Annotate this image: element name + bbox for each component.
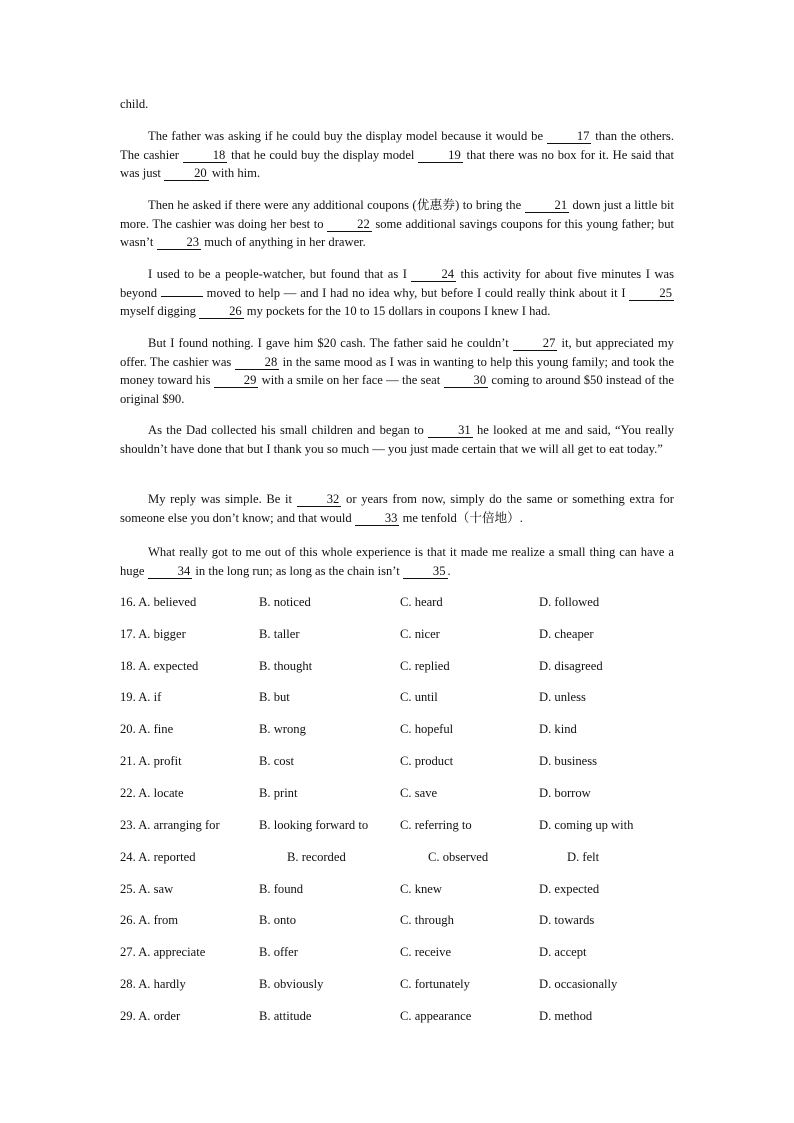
option-b: B. onto bbox=[259, 913, 297, 927]
option-d: D. business bbox=[539, 754, 598, 768]
option-a: 28. A. hardly bbox=[120, 977, 186, 991]
answer-blank bbox=[161, 296, 203, 297]
option-c: C. heard bbox=[400, 595, 443, 609]
option-b: B. but bbox=[259, 690, 290, 704]
paragraph-2 bbox=[120, 196, 674, 252]
answer-blank: 29 bbox=[214, 373, 259, 388]
option-row bbox=[120, 850, 680, 868]
option-row bbox=[120, 722, 680, 740]
answer-blank: 20 bbox=[164, 166, 209, 181]
option-b: B. taller bbox=[259, 627, 300, 641]
paragraph-7 bbox=[120, 543, 674, 580]
passage-text: But I found nothing. I gave him $20 cash. The father said he couldn’t bbox=[148, 336, 513, 350]
passage-text: or years from now, simply do the same or something extra for someone else you don’t know; and that would bbox=[120, 492, 674, 525]
answer-blank: 24 bbox=[411, 267, 456, 282]
option-a: 27. A. appreciate bbox=[120, 945, 206, 959]
option-row bbox=[120, 786, 680, 804]
option-c: C. hopeful bbox=[400, 722, 454, 736]
answer-blank: 35 bbox=[403, 564, 448, 579]
option-d: D. method bbox=[539, 1009, 593, 1023]
passage-text: coming to around $50 instead of the original $90. bbox=[120, 373, 674, 406]
answer-blank: 31 bbox=[428, 423, 473, 438]
paragraph-4 bbox=[120, 334, 674, 408]
answer-blank: 33 bbox=[355, 511, 400, 526]
answer-blank: 21 bbox=[525, 198, 570, 213]
option-b: B. thought bbox=[259, 659, 313, 673]
option-row bbox=[120, 659, 680, 677]
option-a: 20. A. fine bbox=[120, 722, 174, 736]
answer-blank: 22 bbox=[327, 217, 372, 232]
option-d: D. cheaper bbox=[539, 627, 594, 641]
option-d: D. disagreed bbox=[539, 659, 603, 673]
option-a: 19. A. if bbox=[120, 690, 162, 704]
passage-text: down just a little bit more. The cashier was doing her best to bbox=[120, 198, 674, 231]
passage-text: moved to help — and I had no idea why, but before I could really think about it I bbox=[202, 285, 630, 300]
option-row bbox=[120, 913, 680, 931]
option-d: D. followed bbox=[539, 595, 600, 609]
option-c: C. replied bbox=[400, 659, 450, 673]
option-d: D. unless bbox=[539, 690, 586, 704]
passage-text: than the others. The cashier bbox=[120, 129, 674, 162]
option-row bbox=[120, 690, 680, 708]
option-d: D. felt bbox=[567, 850, 600, 864]
option-b: B. noticed bbox=[259, 595, 311, 609]
paragraph-0 bbox=[120, 95, 674, 114]
option-b: B. wrong bbox=[259, 722, 306, 736]
passage-text: As the Dad collected his small children and began to bbox=[148, 423, 429, 437]
answer-blank: 26 bbox=[199, 304, 244, 319]
option-c: C. product bbox=[400, 754, 454, 768]
paragraph-5 bbox=[120, 421, 674, 458]
option-d: D. accept bbox=[539, 945, 587, 959]
option-c: C. fortunately bbox=[400, 977, 470, 991]
answer-blank: 28 bbox=[235, 355, 280, 370]
option-row bbox=[120, 818, 680, 836]
passage-text: it, but appreciated my offer. The cashier was bbox=[120, 336, 674, 369]
passage-text: What really got to me out of this whole experience is that it made me realize a small thing can have a huge bbox=[120, 545, 674, 578]
passage-text: that there was no box for it. He said that was just bbox=[120, 147, 674, 180]
passage-text: with him. bbox=[208, 166, 261, 180]
option-b: B. offer bbox=[259, 945, 298, 959]
option-row bbox=[120, 754, 680, 772]
option-a: 29. A. order bbox=[120, 1009, 181, 1023]
option-c: C. through bbox=[400, 913, 454, 927]
answer-blank: 34 bbox=[148, 564, 193, 579]
passage-text: The father was asking if he could buy the display model because it would be bbox=[148, 129, 547, 143]
paragraph-6 bbox=[120, 490, 674, 527]
option-row bbox=[120, 627, 680, 645]
option-c: C. knew bbox=[400, 882, 442, 896]
answer-blank: 27 bbox=[513, 336, 558, 351]
option-a: 17. A. bigger bbox=[120, 627, 186, 641]
option-c: C. receive bbox=[400, 945, 452, 959]
option-d: D. occasionally bbox=[539, 977, 618, 991]
passage-text: me tenfold（十倍地）. bbox=[399, 510, 523, 525]
option-b: B. attitude bbox=[259, 1009, 312, 1023]
option-a: 18. A. expected bbox=[120, 659, 199, 673]
option-c: C. referring to bbox=[400, 818, 472, 832]
option-row bbox=[120, 977, 680, 995]
passage-text: with a smile on her face — the seat bbox=[258, 373, 444, 387]
passage-text: he looked at me and said, “You really shouldn’t have done that but I thank you so much — you just made certain that we will all get to eat today.” bbox=[120, 423, 674, 456]
paragraph-3 bbox=[120, 265, 674, 321]
answer-blank: 19 bbox=[418, 148, 463, 163]
passage-text: Then he asked if there were any additional coupons (优惠券) to bring the bbox=[148, 198, 525, 212]
passage-text: this activity for about five minutes I was beyond bbox=[120, 267, 674, 300]
option-d: D. borrow bbox=[539, 786, 591, 800]
option-c: C. save bbox=[400, 786, 438, 800]
passage-text: in the long run; as long as the chain isn’t bbox=[192, 563, 403, 578]
passage-text: . bbox=[447, 563, 451, 578]
option-c: C. observed bbox=[428, 850, 489, 864]
passage-text: my pockets for the 10 to 15 dollars in coupons I knew I had. bbox=[243, 304, 551, 318]
passage-text: some additional savings coupons for this young father; but wasn’t bbox=[120, 216, 674, 249]
option-c: C. appearance bbox=[400, 1009, 472, 1023]
option-a: 25. A. saw bbox=[120, 882, 174, 896]
option-row bbox=[120, 1009, 680, 1027]
option-a: 26. A. from bbox=[120, 913, 179, 927]
paragraph-1 bbox=[120, 127, 674, 183]
passage-text: I used to be a people-watcher, but found that as I bbox=[148, 267, 412, 281]
answer-blank: 18 bbox=[183, 148, 228, 163]
passage-text: My reply was simple. Be it bbox=[148, 492, 297, 506]
option-c: C. nicer bbox=[400, 627, 440, 641]
answer-blank: 17 bbox=[547, 129, 592, 144]
option-a: 24. A. reported bbox=[120, 850, 196, 864]
option-row bbox=[120, 882, 680, 900]
passage-text: much of anything in her drawer. bbox=[201, 235, 366, 249]
answer-blank: 23 bbox=[157, 235, 202, 250]
option-d: D. expected bbox=[539, 882, 600, 896]
option-d: D. towards bbox=[539, 913, 595, 927]
answer-blank: 32 bbox=[297, 492, 342, 507]
option-row bbox=[120, 945, 680, 963]
answer-blank: 25 bbox=[629, 286, 674, 301]
option-b: B. found bbox=[259, 882, 304, 896]
option-b: B. cost bbox=[259, 754, 294, 768]
option-a: 23. A. arranging for bbox=[120, 818, 220, 832]
passage-text: in the same mood as I was in wanting to help this young family; and took the money toward his bbox=[120, 354, 674, 387]
option-b: B. print bbox=[259, 786, 298, 800]
option-d: D. kind bbox=[539, 722, 577, 736]
passage-text: myself digging bbox=[120, 304, 200, 318]
option-b: B. obviously bbox=[259, 977, 324, 991]
paragraph-text: child. bbox=[120, 97, 149, 111]
option-a: 22. A. locate bbox=[120, 786, 184, 800]
passage-text: that he could buy the display model bbox=[227, 147, 419, 162]
answer-blank: 30 bbox=[444, 373, 489, 388]
option-c: C. until bbox=[400, 690, 438, 704]
option-b: B. looking forward to bbox=[259, 818, 369, 832]
option-d: D. coming up with bbox=[539, 818, 634, 832]
option-a: 21. A. profit bbox=[120, 754, 182, 768]
option-b: B. recorded bbox=[287, 850, 346, 864]
option-a: 16. A. believed bbox=[120, 595, 197, 609]
option-row bbox=[120, 595, 680, 613]
